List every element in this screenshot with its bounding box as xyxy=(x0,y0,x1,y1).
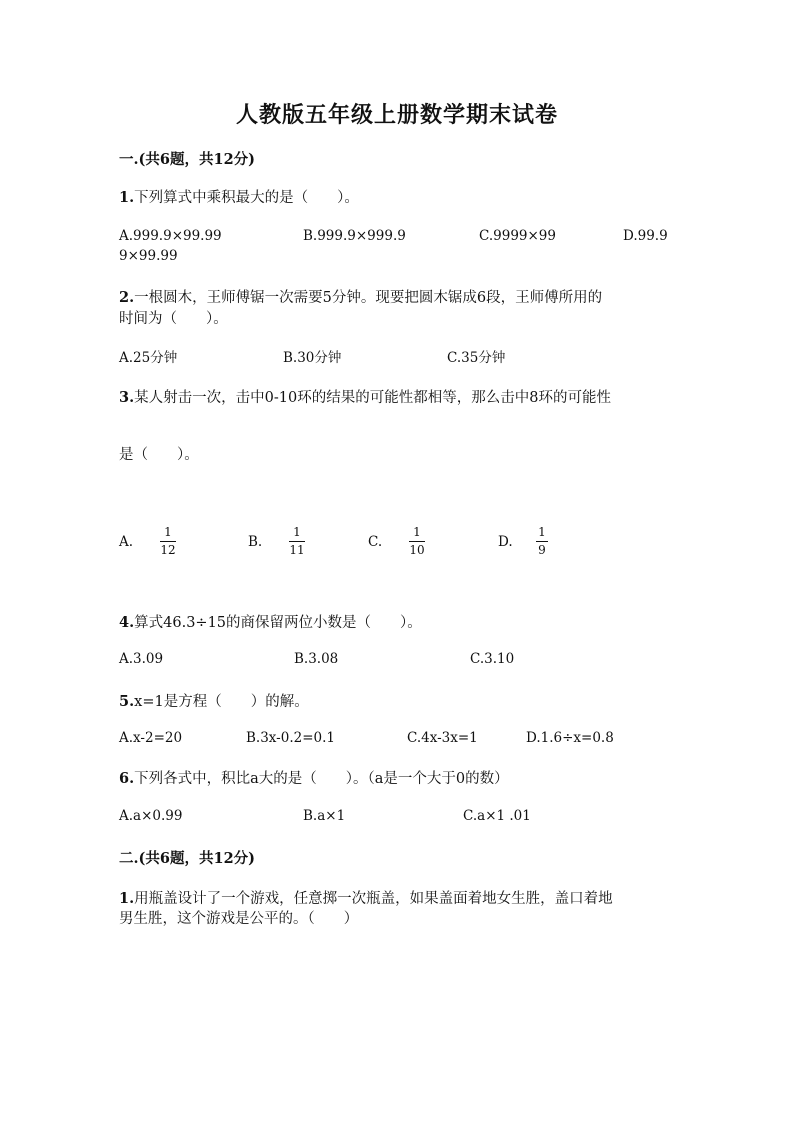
question-2 xyxy=(119,286,602,307)
q1-option-a: A.999.9×99.99 xyxy=(119,228,222,244)
q6-option-a: A.a×0.99 xyxy=(119,808,183,824)
section-1-heading: 一.(共6题，共12分) xyxy=(119,151,256,168)
fraction-bar xyxy=(409,541,425,542)
question-text: x=1是方程（ ）的解。 xyxy=(134,694,309,710)
denominator: 12 xyxy=(160,543,176,557)
q4-option-b: B.3.08 xyxy=(294,651,339,667)
question-6 xyxy=(119,767,509,788)
q3-option-d-fraction xyxy=(536,526,548,557)
question-text: 用瓶盖设计了一个游戏，任意掷一次瓶盖，如果盖面着地女生胜，盖口着地 xyxy=(134,891,613,907)
question-number: 1. xyxy=(119,189,135,206)
question-number: 5. xyxy=(119,693,135,710)
q1-option-d-continued: 9×99.99 xyxy=(119,248,178,264)
question-number: 4. xyxy=(119,614,135,631)
q3-option-c-fraction xyxy=(409,526,425,557)
q2-option-b: B.30分钟 xyxy=(283,350,342,366)
q6-option-b: B.a×1 xyxy=(303,808,346,824)
q6-option-c: C.a×1 .01 xyxy=(463,808,531,824)
numerator: 1 xyxy=(538,525,546,539)
q3-option-a-fraction xyxy=(160,526,176,557)
q3-option-d-label: D. xyxy=(498,534,513,550)
question-text: 下列算式中乘积最大的是（ ）。 xyxy=(134,190,359,206)
question-4 xyxy=(119,611,422,632)
question-text: 下列各式中，积比a大的是（ ）。（a是一个大于0的数） xyxy=(134,771,509,787)
q4-option-c: C.3.10 xyxy=(470,651,515,667)
question-2-line-2: 时间为（ ）。 xyxy=(119,311,228,327)
section-2-question-1-line-2: 男生胜，这个游戏是公平的。（ ） xyxy=(119,911,359,927)
q3-option-a-label: A. xyxy=(119,534,134,550)
question-number: 2. xyxy=(119,289,135,306)
q3-option-b-fraction xyxy=(289,526,305,557)
question-3-line-2: 是（ ）。 xyxy=(119,447,199,463)
question-3 xyxy=(119,386,611,407)
fraction-bar xyxy=(536,541,548,542)
denominator: 9 xyxy=(538,543,546,557)
q5-option-a: A.x-2=20 xyxy=(119,730,183,746)
q1-option-b: B.999.9×999.9 xyxy=(303,228,406,244)
section-2-heading: 二.(共6题，共12分) xyxy=(119,850,256,867)
q5-option-c: C.4x-3x=1 xyxy=(407,730,478,746)
q5-option-d: D.1.6÷x=0.8 xyxy=(526,730,614,746)
denominator: 10 xyxy=(409,543,425,557)
question-text: 某人射击一次，击中0-10环的结果的可能性都相等，那么击中8环的可能性 xyxy=(134,390,611,406)
q2-option-a: A.25分钟 xyxy=(119,350,178,366)
q5-option-b: B.3x-0.2=0.1 xyxy=(246,730,335,746)
q3-option-b-label: B. xyxy=(248,534,263,550)
q1-option-d: D.99.9 xyxy=(623,228,668,244)
numerator: 1 xyxy=(413,525,421,539)
question-number: 3. xyxy=(119,389,135,406)
question-5 xyxy=(119,690,309,711)
q1-option-c: C.9999×99 xyxy=(479,228,556,244)
page-title: 人教版五年级上册数学期末试卷 xyxy=(235,102,558,128)
question-number: 6. xyxy=(119,770,135,787)
fraction-bar xyxy=(289,541,305,542)
numerator: 1 xyxy=(293,525,301,539)
q4-option-a: A.3.09 xyxy=(119,651,164,667)
q2-option-c: C.35分钟 xyxy=(447,350,506,366)
numerator: 1 xyxy=(164,525,172,539)
question-text: 算式46.3÷15的商保留两位小数是（ ）。 xyxy=(134,615,422,631)
denominator: 11 xyxy=(289,543,305,557)
q3-option-c-label: C. xyxy=(368,534,383,550)
question-text: 一根圆木，王师傅锯一次需要5分钟。现要把圆木锯成6段，王师傅所用的 xyxy=(134,290,603,306)
fraction-bar xyxy=(160,541,176,542)
section-2-question-1 xyxy=(119,887,613,908)
question-number: 1. xyxy=(119,890,135,907)
question-1 xyxy=(119,186,359,207)
